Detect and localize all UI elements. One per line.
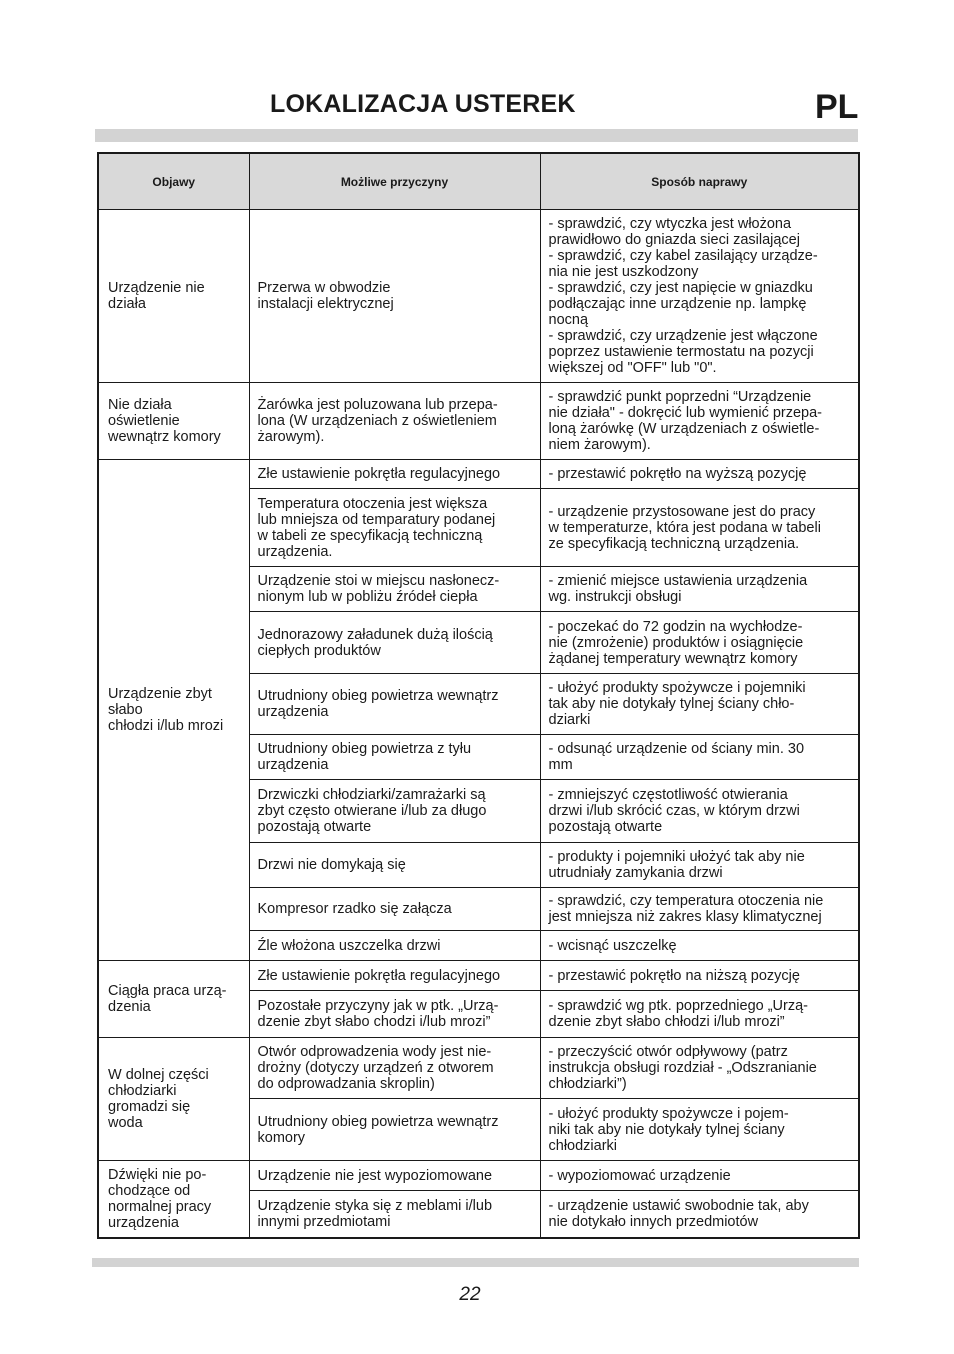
column-header-causes: Możliwe przyczyny xyxy=(249,153,540,210)
remedy-cell: - zmienić miejsce ustawienia urządzenia wg. instrukcji obsługi xyxy=(540,567,859,612)
remedy-cell: - sprawdzić punkt poprzedni “Urządzenie nie działa" - dokręcić lub wymienić przepa- loną żarówkę (W urządzeniach z oświetle- niem żarowym). xyxy=(540,383,859,460)
remedy-cell: - wcisnąć uszczelkę xyxy=(540,931,859,961)
table-row xyxy=(98,1038,859,1099)
cause-cell: Żarówka jest poluzowana lub przepa- lona (W urządzeniach z oświetleniem żarowym). xyxy=(249,383,540,460)
cause-cell: Urządzenie styka się z meblami i/lub innymi przedmiotami xyxy=(249,1191,540,1238)
remedy-cell: - urządzenie ustawić swobodnie tak, aby nie dotykało innych przedmiotów xyxy=(540,1191,859,1238)
cause-cell: Kompresor rzadko się załącza xyxy=(249,888,540,931)
cause-cell: Utrudniony obieg powietrza wewnątrz urządzenia xyxy=(249,674,540,735)
column-header-symptoms: Objawy xyxy=(98,153,249,210)
remedy-cell: - sprawdzić, czy wtyczka jest włożona prawidłowo do gniazda sieci zasilającej - sprawdzić, czy kabel zasilający urządze- nia nie jest uszkodzony - sprawdzić, czy jest napięcie w gniazdku podłączając inne urządzenie np. lampkę nocną - sprawdzić, czy urządzenie jest włączone poprzez ustawienie termostatu na pozycji większej od "OFF" lub "0". xyxy=(540,210,859,383)
remedy-cell: - sprawdzić wg ptk. poprzedniego „Urzą- dzenie zbyt słabo chłodzi i/lub mrozi” xyxy=(540,991,859,1038)
table-row xyxy=(98,383,859,460)
symptom-cell: Ciągła praca urzą- dzenia xyxy=(98,961,249,1038)
cause-cell: Urządzenie nie jest wypoziomowane xyxy=(249,1161,540,1191)
cause-cell: Otwór odprowadzenia wody jest nie- drożny (dotyczy urządzeń z otworem do odprowadzania skroplin) xyxy=(249,1038,540,1099)
remedy-cell: - przestawić pokrętło na wyższą pozycję xyxy=(540,460,859,489)
cause-cell: Przerwa w obwodzie instalacji elektrycznej xyxy=(249,210,540,383)
cause-cell: Urządzenie stoi w miejscu nasłonecz- nionym lub w pobliżu źródeł ciepła xyxy=(249,567,540,612)
symptom-cell: Nie działa oświetlenie wewnątrz komory xyxy=(98,383,249,460)
cause-cell: Drzwiczki chłodziarki/zamrażarki są zbyt często otwierane i/lub za długo pozostają otwarte xyxy=(249,780,540,843)
cause-cell: Złe ustawienie pokrętła regulacyjnego xyxy=(249,961,540,991)
table-row xyxy=(98,460,859,489)
cause-cell: Pozostałe przyczyny jak w ptk. „Urzą- dzenie zbyt słabo chodzi i/lub mrozi” xyxy=(249,991,540,1038)
remedy-cell: - ułożyć produkty spożywcze i pojemniki tak aby nie dotykały tylnej ściany chło- dziarki xyxy=(540,674,859,735)
cause-cell: Źle włożona uszczelka drzwi xyxy=(249,931,540,961)
remedy-cell: - ułożyć produkty spożywcze i pojem- niki tak aby nie dotykały tylnej ściany chłodziarki xyxy=(540,1099,859,1161)
remedy-cell: - produkty i pojemniki ułożyć tak aby nie utrudniały zamykania drzwi xyxy=(540,843,859,888)
symptom-cell: Dźwięki nie po- chodzące od normalnej pracy urządzenia xyxy=(98,1161,249,1238)
table-header-row xyxy=(98,153,859,210)
page-number: 22 xyxy=(459,1284,481,1305)
symptom-cell: Urządzenie zbyt słabo chłodzi i/lub mrozi xyxy=(98,460,249,961)
remedy-cell: - przeczyścić otwór odpływowy (patrz instrukcja obsługi rozdział - „Odszranianie chłodziarki”) xyxy=(540,1038,859,1099)
symptom-cell: W dolnej części chłodziarki gromadzi się woda xyxy=(98,1038,249,1161)
footer-divider-bar xyxy=(92,1258,859,1267)
remedy-cell: - sprawdzić, czy temperatura otoczenia nie jest mniejsza niż zakres klasy klimatycznej xyxy=(540,888,859,931)
table-row xyxy=(98,961,859,991)
language-code: PL xyxy=(815,88,859,126)
troubleshooting-table xyxy=(97,152,860,1239)
header-divider-bar xyxy=(95,129,858,142)
page-title: LOKALIZACJA USTEREK xyxy=(270,90,576,118)
remedy-cell: - wypoziomować urządzenie xyxy=(540,1161,859,1191)
cause-cell: Jednorazowy załadunek dużą ilością ciepłych produktów xyxy=(249,612,540,674)
cause-cell: Drzwi nie domykają się xyxy=(249,843,540,888)
column-header-remedies: Sposób naprawy xyxy=(540,153,859,210)
table-row xyxy=(98,210,859,383)
cause-cell: Temperatura otoczenia jest większa lub mniejsza od temparatury podanej w tabeli ze specyfikacją techniczną urządzenia. xyxy=(249,489,540,567)
cause-cell: Złe ustawienie pokrętła regulacyjnego xyxy=(249,460,540,489)
symptom-cell: Urządzenie nie działa xyxy=(98,210,249,383)
remedy-cell: - odsunąć urządzenie od ściany min. 30 mm xyxy=(540,735,859,780)
cause-cell: Utrudniony obieg powietrza z tyłu urządzenia xyxy=(249,735,540,780)
remedy-cell: - przestawić pokrętło na niższą pozycję xyxy=(540,961,859,991)
remedy-cell: - poczekać do 72 godzin na wychłodze- nie (zmrożenie) produktów i osiągnięcie żądanej temperatury wewnątrz komory xyxy=(540,612,859,674)
cause-cell: Utrudniony obieg powietrza wewnątrz komory xyxy=(249,1099,540,1161)
remedy-cell: - zmniejszyć częstotliwość otwierania drzwi i/lub skrócić czas, w którym drzwi pozostają otwarte xyxy=(540,780,859,843)
remedy-cell: - urządzenie przystosowane jest do pracy w temperaturze, która jest podana w tabeli ze specyfikacją techniczną urządzenia. xyxy=(540,489,859,567)
table-body xyxy=(98,210,859,1238)
table-row xyxy=(98,1161,859,1191)
